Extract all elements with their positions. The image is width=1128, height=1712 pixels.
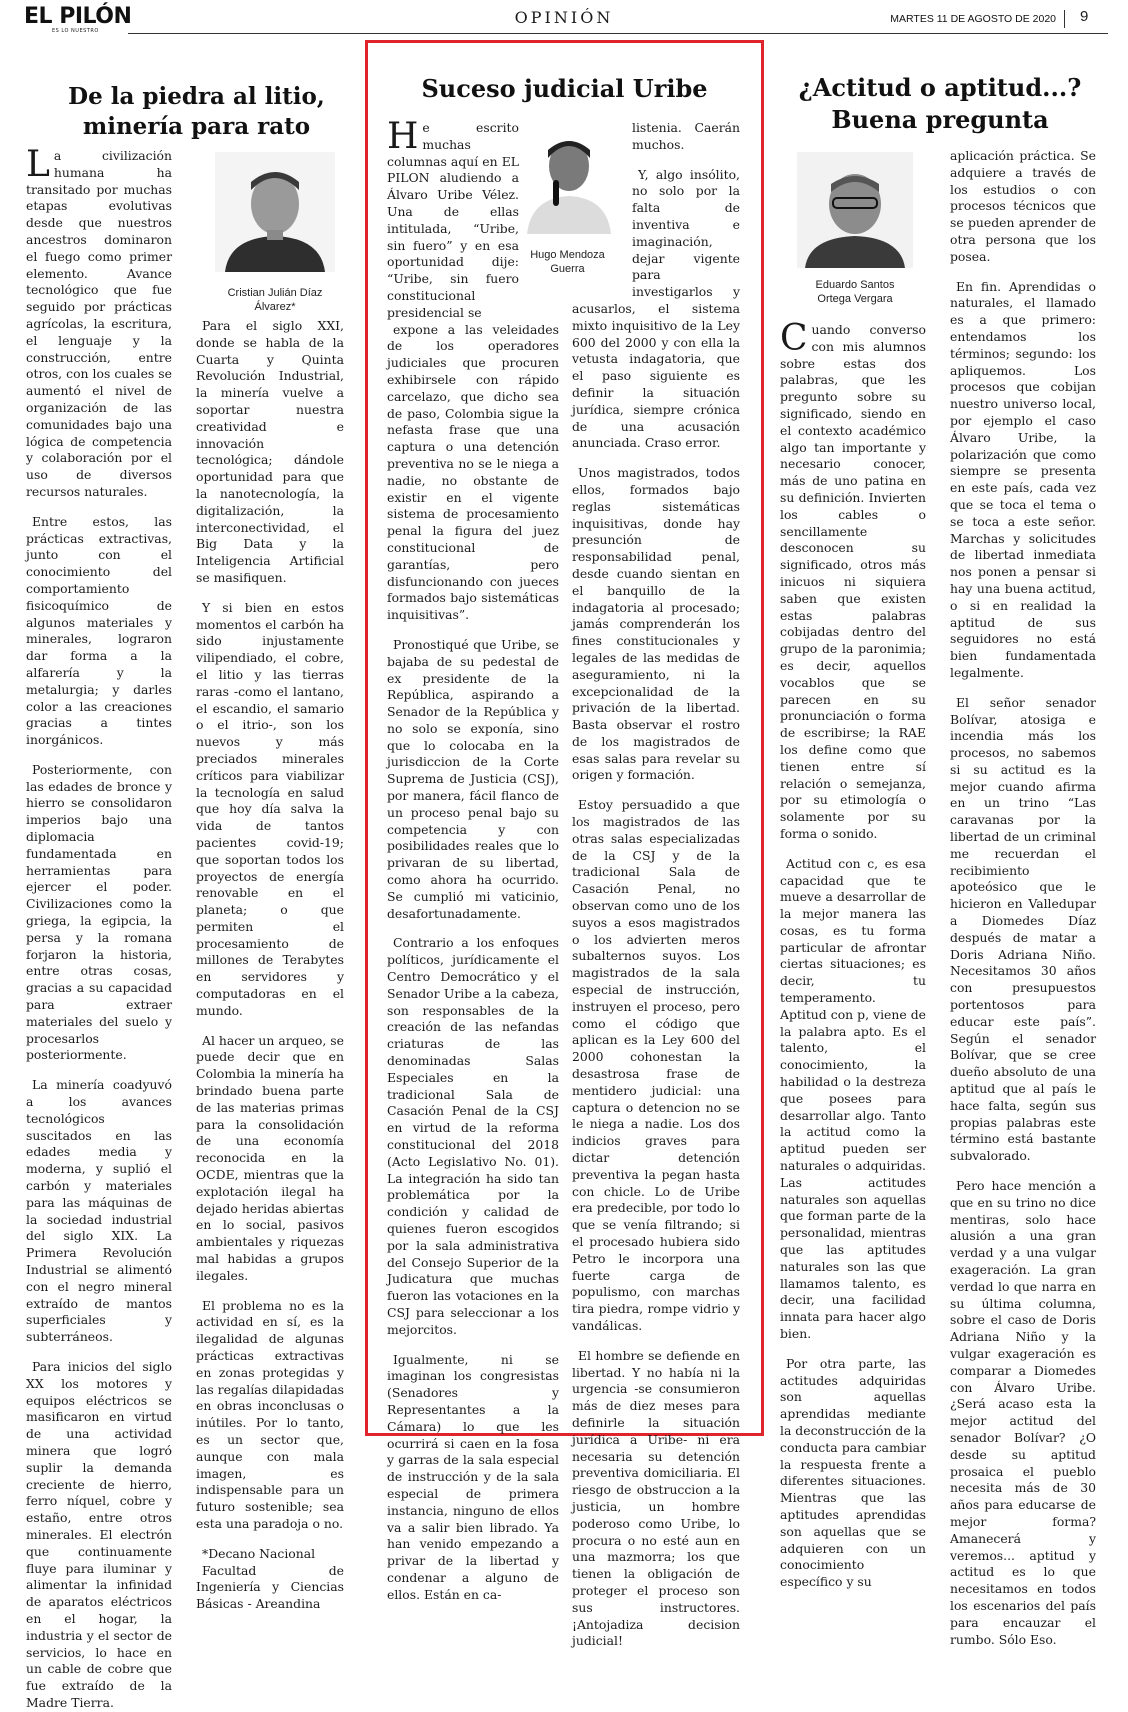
article1-dropcap: L (26, 144, 50, 185)
article3-paragraph: uando converso con mis alumnos sobre estas dos palabras, que les pregunto sobre su significado, siendo en el contexto académico algo tan importante y necesario conocer, más de uno patina en su definición. Invierten los cables o sencillamente desconocen su significado, otros más inicuos ni siquiera saben que existen estas palabras cobijadas dentro del grupo de la paronimia; es decir, aquellos vocablos que se parecen en su pronunciación o forma de escribirse; la RAE los define como que tienen entre sí relación o semejanza, por su etimología o solamente por su forma o sonido. (780, 322, 926, 841)
logo-tagline: ES LO NUESTRO (52, 28, 99, 34)
article1-column2 (196, 318, 344, 1612)
author-name-line2: Guerra (550, 263, 585, 275)
article1-paragraph: Entre estos, las prácticas extractivas, junto con el conocimiento del comportamiento fisicoquímico de algunos materiales y minerales, lograron dar forma a la alfarería y la metalurgia; y darles color a las creaciones gracias a tintes inorgánicos. (26, 513, 172, 748)
article1-author-photo-block (200, 152, 350, 314)
article1-title (24, 82, 369, 142)
article3-paragraph: El señor senador Bolívar, atosiga e incendia más los procesos, no sabemos si su actitud es la mejor cuando afirma en un trino “Las caravanas por la libertad de un criminal me recuerdan el recibimiento apoteósico que le hicieron en Valledupar a Diomedes Díaz después de matar a Doris Adriana Niño. Necesitamos 30 años con presupuestos portentosos para educar este país”. Según el senador Bolívar, que se cree dueño absoluto de una aptitud que al país le hace falta, según sus propias palabras este término está bastante subvalorado. (950, 694, 1096, 1164)
author-name-line1: Eduardo Santos (815, 279, 895, 291)
article3-title-line2: Buena pregunta (831, 105, 1049, 134)
article3-author-name (785, 278, 925, 306)
article1-paragraph: Para el siglo XXI, donde se habla de la Cuarta y Quinta Revolución Industrial, la minería vuelve a soportar nuestra creatividad e innovación tecnológica; dándole oportunidad para que la nanotecnología, la digitalización, la interconectividad, el Big Data y la Inteligencia Artificial se masifiquen. (196, 318, 344, 585)
article3-paragraph: aplicación práctica. Se adquiere a través de los estudios o con procesos técnicos que se pueden aprender de otra persona que los posea. (950, 148, 1096, 264)
newspaper-logo[interactable]: EL PILÓN (24, 4, 132, 29)
author-portrait-icon (797, 152, 913, 268)
article1-paragraph: Posteriormente, con las edades de bronce y hierro se consolidaron imperios bajo una diplomacia fundamentada en herramientas para ejercer el poder. Civilizaciones como la griega, la egipcia, la persa y la romana forjaron la historia, entre otras cosas, gracias a su capacidad para extraer materiales del suelo y procesarlos posteriormente. (26, 761, 172, 1063)
article1-title-line1: De la piedra al litio, (68, 83, 325, 110)
article2-paragraph: e escrito muchas columnas aquí en EL PILON aludiendo a Álvaro Uribe Vélez. Una de ellas intitulada, “Uribe, sin fuero” y en esa oportunidad dije: “Uribe, sin fuero constitucional presidencial se (387, 120, 519, 320)
article3-title-line1: ¿Actitud o aptitud...? (798, 73, 1082, 102)
article2-dropcap: H (387, 116, 419, 157)
article1-paragraph: La minería coadyuvó a los avances tecnológicos suscitados en las edades media y moderna, y suplió el carbón y materiales para las máquinas de la sociedad industrial del siglo XIX. La Primera Revolución Industrial se alimentó con el negro mineral extraído de mantos superficiales y subterráneos. (26, 1077, 172, 1345)
article2-paragraph: listenia. Caerán muchos. (632, 120, 740, 152)
article3-title (775, 72, 1105, 136)
article3-paragraph: Por otra parte, las actitudes adquiridas son aquellas aprendidas mediante la deconstrucción de la conducta para cambiar la respuesta frente a diferentes situaciones. Mientras que las aptitudes aprendidas son aquellas que se adquieren con un conocimiento específico y su (780, 1355, 926, 1590)
author-portrait-icon (215, 152, 335, 272)
article1-footnote-line1: *Decano Nacional (202, 1545, 316, 1561)
page-number-divider (1064, 10, 1065, 28)
author-name-line1: Hugo Mendoza (530, 249, 605, 261)
author-name-line2: Ortega Vergara (817, 293, 893, 305)
article3-paragraph: Pero hace mención a que en su trino no dice mentiras, solo hace alusión a una gran verdad y a una vulgar exageración. La gran verdad lo que narra en su última columna, sobre el caso de Doris Adriana Niño y la vulgar exageración es comparar a Diomedes con Álvaro Uribe. ¿Será acaso esta la mejor actitud del senador Bolívar? ¿O desde su aptitud prosaica el pueblo necesita más de 30 años para educarse de mejor forma? Amanecerá y veremos... aptitud y actitud es lo que necesitamos en todos los escenarios del país para encauzar el rumbo. Sólo Eso. (950, 1178, 1096, 1647)
article3-dropcap: C (780, 318, 808, 359)
article1-paragraph: Para inicios del siglo XX los motores y equipos eléctricos se masificaron en virtud de una actividad minera que logró suplir la demanda creciente de hierro, ferro níquel, cobre y estaño, entre otros minerales. El electrón que continuamente fluye para iluminar y alimentar la infinidad de aparatos eléctricos en el hogar, la industria y el sector de servicios, lo hace en un cable de cobre que fue extraído de la Madre Tierra. (26, 1358, 172, 1710)
author-photo (215, 152, 335, 272)
article3-author-photo-block (785, 152, 925, 306)
article1-footnote-line2: Facultad de Ingeniería y Ciencias Básicas - Areandina (196, 1562, 344, 1612)
header-rule (128, 33, 1108, 34)
article2-paragraph: Igualmente, ni se imaginan los congresistas (Senadores y Representantes a la Cámara) lo que les ocurrirá si caen en la fosa y garras de la sala especial de instrucción y de la sala especial de primera instancia, ninguno de ellos va a salir bien librado. Ya han venido empezando a privar de la libertad y condenar a alguno de ellos. Están en ca- (387, 1351, 559, 1602)
article2-paragraph: Y, algo insólito, no solo por la falta de inventiva e imaginación, dejar vigente para investigarlos y acusarlos, el sistema mixto inquisitivo de la Ley 600 del 2000 y con ella la vetusta indagatoria, que el paso siguiente es definir la situación jurídica, siempre crónica de una acusación anunciada. Craso error. (572, 166, 740, 451)
article2-paragraph: expone a las veleidades de los operadores judiciales que procuren exhibirsele con rápido carcelazo, que dicho sea de paso, Colombia sigue la nefasta frase que una captura o una detención preventiva no se le niega a nadie, no obstante de existir en el vigente sistema de procesamiento penal la figura del juez constitucional de garantías, pero disfuncionando con jueces formados bajo sistemáticas inquisitivas”. (387, 321, 559, 623)
article2-paragraph: Pronostiqué que Uribe, se bajaba de su pedestal de ex presidente de la República, aspirando a Senador de la República y no solo se exponía, sino que lo colocaba en la jurisdiccion de la Corte Suprema de Justicia (CSJ), por manera, fácil flanco de un proceso penal bajo su competencia y con posibilidades reales que lo privaran de su libertad, como ahora ha ocurrido. Se cumplió mi vaticinio, desafortunadamente. (387, 636, 559, 921)
author-photo (797, 152, 913, 268)
article3-paragraph: En fin. Aprendidas o naturales, el llamado es a que primero: entendamos los términos; segundo: los apliquemos. Los procesos que cobijan nuestro universo local, por ejemplo el caso Álvaro Uribe, la polarización que como siempre se presenta en este país, cada vez que se toca el tema o se toca a este señor. Marchas y solicitudes de libertad inmediata nos ponen a pensar si hay una buena actitud, o si en realidad la aptitud de sus seguidores no está bien fundamentada legalmente. (950, 278, 1096, 680)
section-title: OPINIÓN (514, 8, 614, 27)
author-name-line1: Cristian Julián Díaz (227, 287, 323, 299)
article2-column2 (572, 120, 740, 1649)
article1-paragraph: Y si bien en estos momentos el carbón ha sido injustamente vilipendiado, el cobre, el litio y las tierras raras -como el lantano, el escandio, el samario o el itrio-, son los nuevos y más preciados minerales críticos para viabilizar la tecnología en salud que hoy día salva la vida de tantos pacientes covid-19; que soportan todos los proyectos de energía renovable en el planeta; o que permiten el procesamiento de millones de Terabytes en servidores y computadoras en el mundo. (196, 599, 344, 1018)
article1-paragraph: a civilización humana ha transitado por muchas etapas evolutivas desde que nuestros ancestros dominaron el fuego como primer elemento. Avance tecnológico que fue seguido por prácticas agrícolas, la escritura, el lenguaje y la construcción, entre otros, con los cuales se aumentó el nivel de organización de las comunidades bajo una lógica de competencia y colaboración por el uso de diversos recursos naturales. (26, 148, 172, 499)
page-number: 9 (1080, 8, 1089, 25)
page-header (0, 0, 1128, 38)
author-name-line2: Álvarez* (254, 301, 296, 313)
article1-title-line2: minería para rato (82, 113, 311, 140)
article1-paragraph: El problema no es la actividad en sí, es la ilegalidad de algunas prácticas extractivas en zonas protegidas y las regalías dilapidadas en obras inconclusas o inútiles. Por lo tanto, es un sector que, aunque con mala imagen, es indispensable para un futuro sostenible; sea esta una paradoja o no. (196, 1297, 344, 1531)
article3-column1 (780, 318, 926, 1590)
article2-paragraph: Contrario a los enfoques políticos, jurídicamente el Centro Democrático y el Senador Uribe a la cabeza, son responsables de la creación de las nefandas criaturas de las denominadas Salas Especiales en la tradicional Sala de Casación Penal de la CSJ en virtud de la reforma constitucional del 2018 (Acto Legislativo No. 01). La integración ha sido tan problemática por la condición y calidad de quienes fueron escogidos por la sala administrativa del Consejo Superior de la Judicatura que muchas fueron las votaciones en la CSJ para seleccionar a los mejorcitos. (387, 935, 559, 1337)
article3-paragraph: Actitud con c, es esa capacidad que te mueve a desarrollar de la mejor manera las cosas, es tu forma particular de afrontar ciertas situaciones; es decir, tu temperamento. Aptitud con p, viene de la palabra apto. Es el talento, el conocimiento, la habilidad o la destreza que posees para desarrollar algo. Tanto la actitud como la aptitud pueden ser naturales o adquiridas. Las actitudes naturales son aquellas que forman parte de la personalidad, mientras que las aptitudes naturales son las que llamamos talento, es decir, una facilidad innata para hacer algo bien. (780, 855, 926, 1342)
article1-column1 (26, 144, 172, 1710)
article1-paragraph: Al hacer un arqueo, se puede decir que en Colombia la minería ha brindado buena parte de las materias primas para la consolidación de una economía reconocida en la OCDE, mientras que la explotación ilegal ha dejado heridas abiertas en lo social, pasivos ambientales y riquezas mal habidas a grupos ilegales. (196, 1032, 344, 1283)
article2-title: Suceso judicial Uribe (421, 74, 708, 103)
article2-paragraph: Unos magistrados, todos ellos, formados bajo reglas sistemáticas inquisitivas, donde hay presunción de responsabilidad penal, desde cuando sientan en el banquillo de la indagatoria al procesado; jamás comprenderán los fines constitucionales y legales de las medidas de aseguramiento, ni la excepcionalidad de la privación de la libertad. Basta observar el rostro de los magistrados de esas salas para revelar su origen y formación. (572, 465, 740, 783)
article1-author-name (200, 286, 350, 314)
article2-paragraph: Estoy persuadido a que los magistrados de las otras salas especializadas de la CSJ y de la tradicional Sala de Casación Penal, no observan como uno de los suyos a esos magistrados o los advierten meros subalternos suyos. Los magistrados de la sala especial de instrucción, instruyen el proceso, pero como el código que aplican es la Ley 600 del 2000 cohonestan la desastrosa frase de mentidero judicial: una captura o detencion no se le niega a nadie. Los dos indicios graves para dictar detención preventiva la pegan hasta con chicle. Lo de Uribe era predecible, por todo lo que se venía filtrando; si el procesado hubiera sido Petro le incorpora una fuerte carga de populismo, con marchas tira piedra, rompe vidrio y vandálicas. (572, 797, 740, 1333)
issue-date: MARTES 11 DE AGOSTO DE 2020 (890, 13, 1056, 25)
article2-column1 (387, 116, 559, 1602)
article2-paragraph: El hombre se defiende en libertad. Y no había ni la urgencia -se consumieron más de diez meses para definirle la situación jurídica a Uribe- ni era necesaria su detención preventiva domiciliaria. El riesgo de obstruccion a la justicia, un hombre poderoso como Uribe, lo procura o no esté aun en una mazmorra; los que tienen la obligación de proteger el proceso son sus instructores.¡Antojadiza decision judicial! (572, 1347, 740, 1649)
article3-column2 (950, 148, 1096, 1647)
